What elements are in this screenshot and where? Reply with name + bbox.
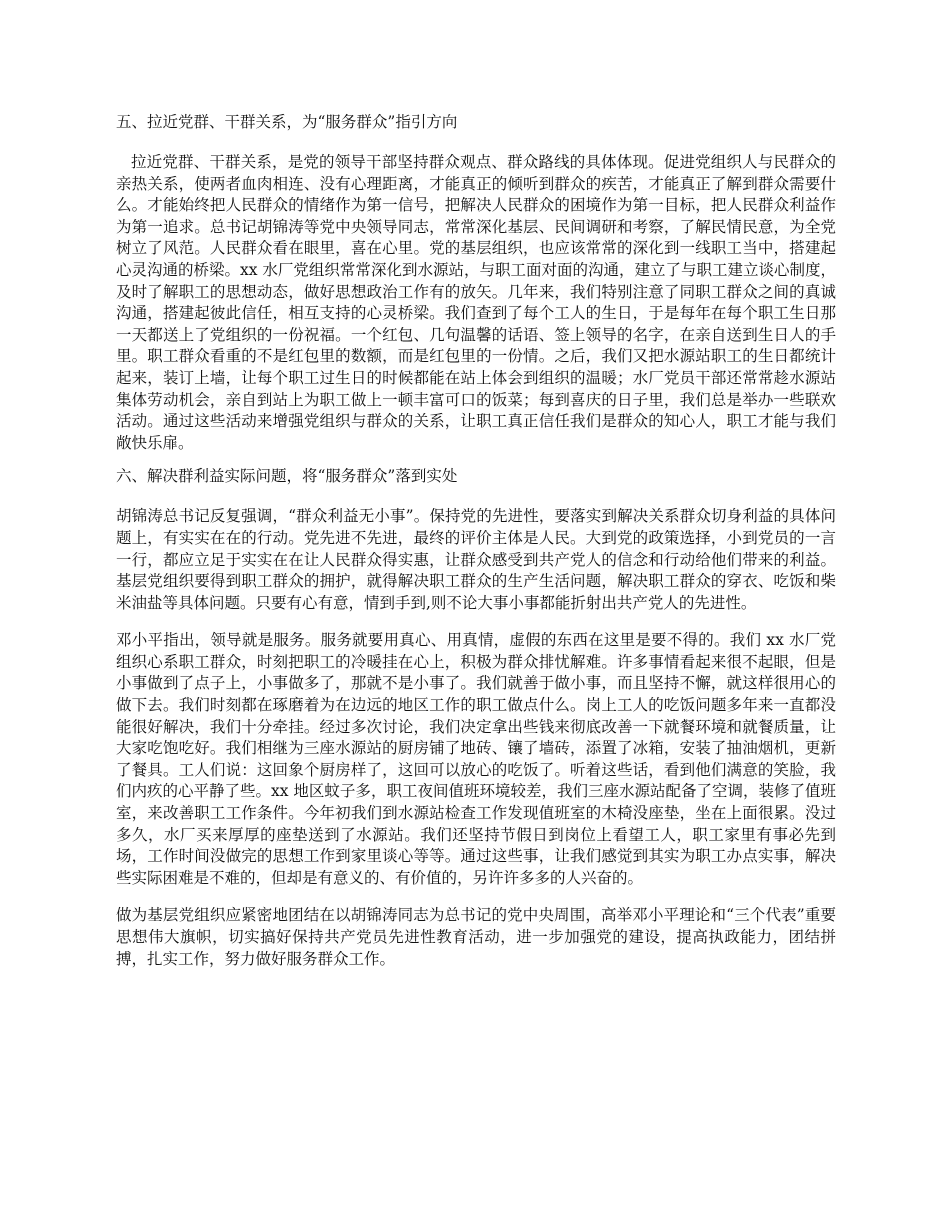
section-6-paragraph-1: 胡锦涛总书记反复强调，“群众利益无小事”。保持党的先进性，要落实到解决关系群众切身利益的具体问题上，有实实在在的行动。党先进不先进，最终的评价主体是人民。大到党的政策选择，小到党员的一言一行，都应立足于实实在在让人民群众得实惠，让群众感受到共产党人的信念和行动给他们带来的利益。基层党组织要得到职工群众的拥护，就得解决职工群众的生产生活问题，解决职工群众的穿衣、吃饭和柴米油盐等具体问题。只要有心有意，情到手到,则不论大事小事都能折射出共产党人的先进性。 [116, 507, 836, 612]
section-6-heading: 六、解决群利益实际问题，将“服务群众”落到实处 [116, 467, 458, 486]
document-page [116, 112, 836, 986]
section-5-paragraph: 拉近党群、干群关系，是党的领导干部坚持群众观点、群众路线的具体体现。促进党组织人与民群众的亲热关系，使两者血肉相连、没有心理距离，才能真正的倾听到群众的疾苦，才能真正了解到群众需要什么。才能始终把人民群众的情绪作为第一信号，把解决人民群众的困境作为第一目标，把人民群众利益作为第一追求。总书记胡锦涛等党中央领导同志，常常深化基层、民间调研和考察，了解民情民意，为全党树立了风范。人民群众看在眼里，喜在心里。党的基层组织，也应该常常的深化到一线职工当中，搭建起心灵沟通的桥梁。xx 水厂党组织常常深化到水源站，与职工面对面的沟通，建立了与职工建立谈心制度，及时了解职工的思想动态，做好思想政治工作有的放矢。几年来，我们特别注意了同职工群众之间的真诚沟通，搭建起彼此信任，相互支持的心灵桥梁。我们查到了每个工人的生日，于是每年在每个职工生日那一天都送上了党组织的一份祝福。一个红包、几句温馨的话语、签上领导的名字，在亲自送到生日人的手里。职工群众看重的不是红包里的数额，而是红包里的一份情。之后，我们又把水源站职工的生日都统计起来，装订上墙，让每个职工过生日的时候都能在站上体会到组织的温暖；水厂党员干部还常常趁水源站集体劳动机会，亲自到站上为职工做上一顿丰富可口的饭菜；每到喜庆的日子里，我们总是举办一些联欢活动。通过这些活动来增强党组织与群众的关系，让职工真正信任我们是群众的知心人，职工才能与我们敞快乐扉。 [116, 153, 836, 452]
section-6-paragraph-2: 邓小平指出，领导就是服务。服务就要用真心、用真情，虚假的东西在这里是要不得的。我们 xx 水厂党组织心系职工群众，时刻把职工的冷暖挂在心上，积极为群众排忧解难。许多事情看起来很不起眼，但是小事做到了点子上，小事做多了，那就不是小事了。我们就善于做小事，而且坚持不懈，就这样很用心的做下去。我们时刻都在琢磨着为在边远的地区工作的职工做点什么。岗上工人的吃饭问题多年来一直都没能很好解决，我们十分牵挂。经过多次讨论，我们决定拿出些钱来彻底改善一下就餐环境和就餐质量，让大家吃饱吃好。我们相继为三座水源站的厨房铺了地砖、镶了墙砖，添置了冰箱，安装了抽油烟机，更新了餐具。工人们说：这回象个厨房样了，这回可以放心的吃饭了。听着这些话，看到他们满意的笑脸，我们内疚的心平静了些。xx 地区蚊子多，职工夜间值班环境较差，我们三座水源站配备了空调，装修了值班室，来改善职工工作条件。今年初我们到水源站检查工作发现值班室的木椅没座垫，坐在上面很累。没过多久，水厂买来厚厚的座垫送到了水源站。我们还坚持节假日到岗位上看望工人，职工家里有事必先到场，工作时间没做完的思想工作到家里谈心等等。通过这些事，让我们感觉到其实为职工办点实事，解决些实际困难是不难的，但却是有意义的、有价值的，另许许多多的人兴奋的。 [116, 631, 836, 887]
section-6-paragraph-3: 做为基层党组织应紧密地团结在以胡锦涛同志为总书记的党中央周围，高举邓小平理论和“三个代表”重要思想伟大旗帜，切实搞好保持共产党员先进性教育活动，进一步加强党的建设，提高执政能力，团结拼搏，扎实工作，努力做好服务群众工作。 [116, 906, 836, 968]
section-5-heading: 五、拉近党群、干群关系，为“服务群众”指引方向 [116, 113, 458, 131]
